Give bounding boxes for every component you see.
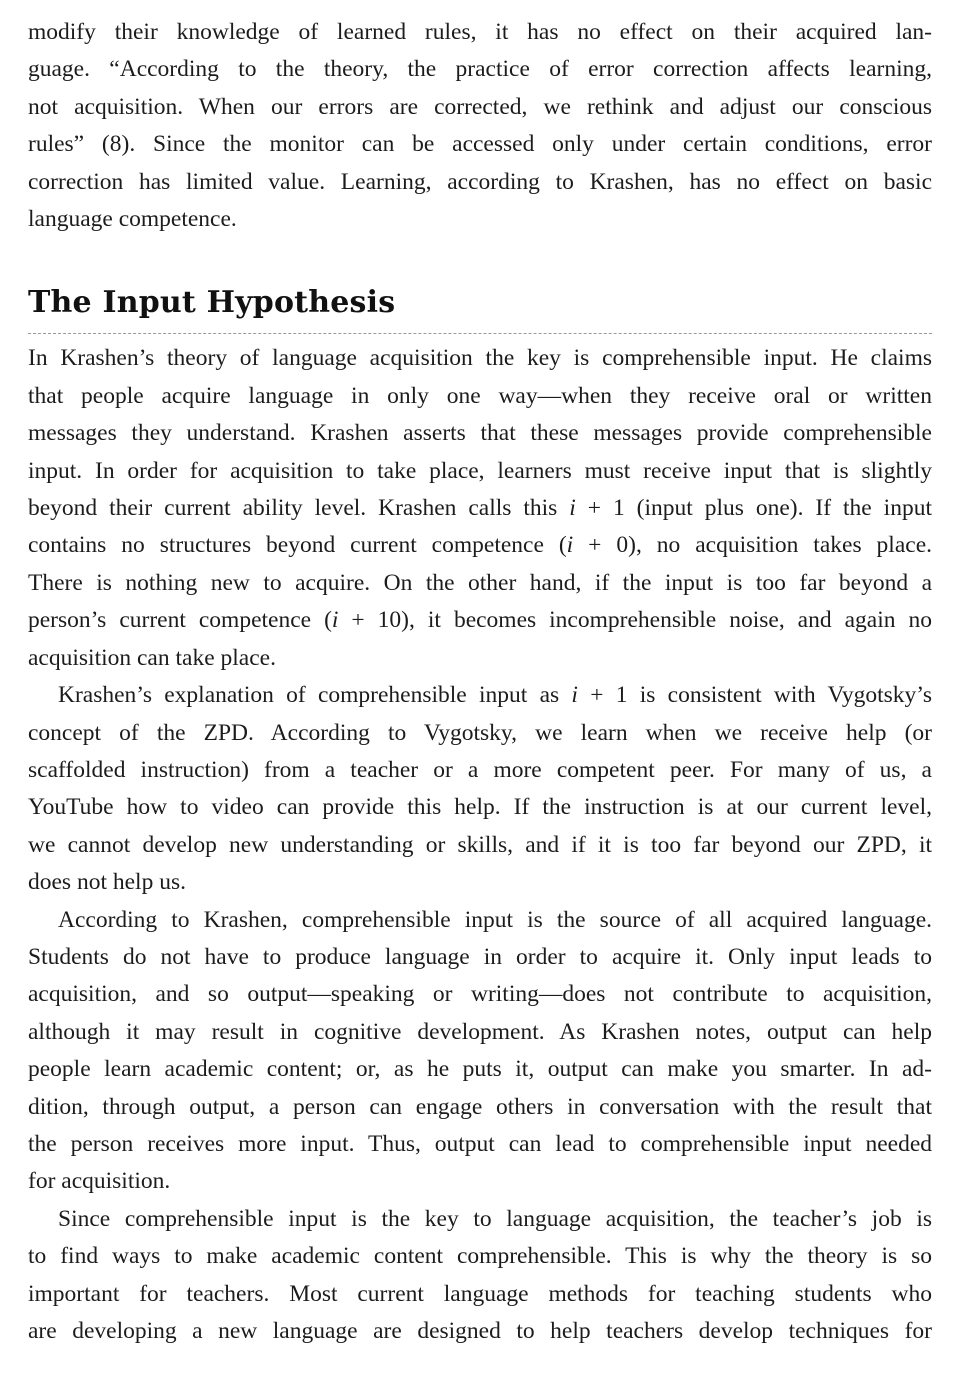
italic-variable: i (566, 532, 574, 559)
text-line: correction has limited value. Learning, according to Krashen, has no effect on basic (28, 168, 932, 195)
text-line: scaffolded instruction) from a teacher or a more competent peer. For many of us, a (28, 756, 932, 783)
intro-paragraph (28, 14, 932, 238)
text-run: + 1 is consistent with Vygotsky’s (577, 682, 932, 709)
text-line: YouTube how to video can provide this help. If the instruction is at our current level, (28, 794, 932, 821)
paragraph-3 (28, 902, 932, 1201)
italic-variable: i (569, 495, 576, 522)
dashed-divider (28, 333, 932, 334)
paragraph-1 (28, 340, 932, 677)
text-line: for acquisition. (28, 1168, 171, 1195)
text-line: although it may result in cognitive development. As Krashen notes, output can help (28, 1018, 932, 1045)
paragraph-4 (28, 1201, 932, 1351)
text-line: that people acquire language in only one way—when they receive oral or written (28, 382, 932, 409)
text-line: the person receives more input. Thus, output can lead to comprehensible input needed (28, 1130, 932, 1157)
text-line (28, 527, 932, 564)
text-run: contains no structures beyond current competence ( (28, 532, 567, 559)
italic-variable: i (331, 607, 339, 634)
text-line: are developing a new language are designed to help teachers develop techniques for (28, 1318, 932, 1344)
text-run: + 0), no acquisition takes place. (573, 532, 932, 559)
text-line: we cannot develop new understanding or skills, and if it is too far beyond our ZPD, it (28, 831, 932, 858)
text-line: messages they understand. Krashen asserts that these messages provide comprehensible (28, 420, 932, 447)
text-line: concept of the ZPD. According to Vygotsky, we learn when we receive help (or (28, 719, 932, 746)
document-page (28, 14, 932, 1350)
text-line (28, 490, 932, 527)
text-line: According to Krashen, comprehensible input is the source of all acquired language. (58, 906, 932, 933)
text-line: input. In order for acquisition to take place, learners must receive input that is slightly (28, 457, 932, 484)
text-line: people learn academic content; or, as he puts it, output can make you smarter. In ad- (28, 1056, 932, 1083)
text-line: rules” (8). Since the monitor can be accessed only under certain conditions, error (28, 131, 932, 158)
text-line: There is nothing new to acquire. On the other hand, if the input is too far beyond a (28, 569, 932, 596)
text-line: language competence. (28, 206, 237, 233)
text-line: dition, through output, a person can engage others in conversation with the result that (28, 1093, 932, 1120)
italic-variable: i (571, 682, 578, 709)
text-line: guage. “According to the theory, the practice of error correction affects learning, (28, 56, 932, 83)
text-line: does not help us. (28, 869, 186, 896)
paragraph-2 (28, 677, 932, 901)
text-run: person’s current competence ( (28, 607, 332, 634)
text-line: Students do not have to produce language in order to acquire it. Only input leads to (28, 943, 932, 970)
text-run: beyond their current ability level. Krashen calls this (28, 495, 570, 522)
text-run: + 1 (input plus one). If the input (575, 495, 932, 522)
text-line: In Krashen’s theory of language acquisition the key is comprehensible input. He claims (28, 345, 932, 372)
text-line: Since comprehensible input is the key to language acquisition, the teacher’s job is (58, 1205, 932, 1232)
text-run: Krashen’s explanation of comprehensible input as (58, 682, 572, 709)
section-heading: The Input Hypothesis (28, 285, 396, 321)
text-line: not acquisition. When our errors are corrected, we rethink and adjust our conscious (28, 93, 932, 120)
text-line (28, 602, 932, 639)
text-line: to find ways to make academic content comprehensible. This is why the theory is so (28, 1243, 932, 1270)
text-line: important for teachers. Most current language methods for teaching students who (28, 1280, 932, 1307)
text-line: acquisition, and so output—speaking or writing—does not contribute to acquisition, (28, 981, 932, 1008)
text-line: acquisition can take place. (28, 644, 276, 671)
text-run: + 10), it becomes incomprehensible noise, and again no (338, 607, 933, 634)
text-line: modify their knowledge of learned rules, it has no effect on their acquired lan- (28, 19, 932, 45)
text-line (28, 677, 932, 714)
